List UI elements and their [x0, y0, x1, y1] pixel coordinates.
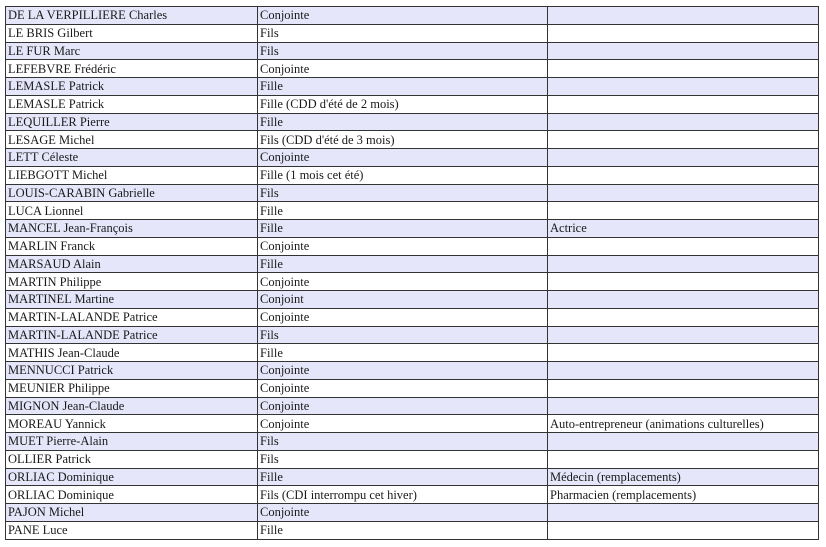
name-cell: MARTIN-LALANDE Patrice: [6, 308, 258, 326]
activity-cell: [548, 521, 819, 539]
activity-cell: Auto-entrepreneur (animations culturelles): [548, 415, 819, 433]
name-cell: LIEBGOTT Michel: [6, 166, 258, 184]
relation-cell: Conjointe: [258, 273, 548, 291]
table-row: [6, 42, 819, 60]
relation-cell: Fille: [258, 255, 548, 273]
table-row: [6, 131, 819, 149]
relation-cell: Conjointe: [258, 415, 548, 433]
name-cell: MANCEL Jean-François: [6, 220, 258, 238]
relation-cell: Fille: [258, 521, 548, 539]
table-row: [6, 397, 819, 415]
table-row: [6, 362, 819, 380]
table-row: [6, 468, 819, 486]
name-cell: LOUIS-CARABIN Gabrielle: [6, 184, 258, 202]
name-cell: MEUNIER Philippe: [6, 379, 258, 397]
table-row: [6, 95, 819, 113]
relation-cell: Fils: [258, 24, 548, 42]
activity-cell: [548, 7, 819, 25]
activity-cell: [548, 362, 819, 380]
table-row: [6, 184, 819, 202]
table-row: [6, 78, 819, 96]
activity-cell: [548, 504, 819, 522]
relation-cell: Fille: [258, 113, 548, 131]
relation-cell: Conjointe: [258, 379, 548, 397]
table-row: [6, 486, 819, 504]
name-cell: MARSAUD Alain: [6, 255, 258, 273]
relation-cell: Fille (CDD d'été de 2 mois): [258, 95, 548, 113]
activity-cell: [548, 202, 819, 220]
name-cell: LETT Céleste: [6, 149, 258, 167]
relation-cell: Fils: [258, 42, 548, 60]
name-cell: ORLIAC Dominique: [6, 486, 258, 504]
name-cell: LESAGE Michel: [6, 131, 258, 149]
relation-cell: Conjointe: [258, 60, 548, 78]
name-cell: LUCA Lionnel: [6, 202, 258, 220]
name-cell: LE FUR Marc: [6, 42, 258, 60]
name-cell: MARTIN Philippe: [6, 273, 258, 291]
table-row: [6, 166, 819, 184]
name-cell: MARTIN-LALANDE Patrice: [6, 326, 258, 344]
table-row: [6, 521, 819, 539]
table-row: [6, 255, 819, 273]
relation-cell: Conjointe: [258, 362, 548, 380]
activity-cell: [548, 379, 819, 397]
table-row: [6, 326, 819, 344]
relation-cell: Fils: [258, 326, 548, 344]
activity-cell: [548, 149, 819, 167]
name-cell: MATHIS Jean-Claude: [6, 344, 258, 362]
name-cell: ORLIAC Dominique: [6, 468, 258, 486]
activity-cell: [548, 60, 819, 78]
table-row: [6, 60, 819, 78]
relation-cell: Fils (CDI interrompu cet hiver): [258, 486, 548, 504]
table-row: [6, 344, 819, 362]
table-row: [6, 220, 819, 238]
relation-cell: Conjointe: [258, 149, 548, 167]
activity-cell: [548, 326, 819, 344]
name-cell: PANE Luce: [6, 521, 258, 539]
name-cell: OLLIER Patrick: [6, 450, 258, 468]
activity-cell: [548, 237, 819, 255]
relation-cell: Fille: [258, 344, 548, 362]
name-cell: LEFEBVRE Frédéric: [6, 60, 258, 78]
activity-cell: [548, 291, 819, 309]
table-row: [6, 415, 819, 433]
activity-cell: [548, 184, 819, 202]
table-row: [6, 450, 819, 468]
name-cell: LE BRIS Gilbert: [6, 24, 258, 42]
relation-cell: Conjointe: [258, 504, 548, 522]
name-cell: MARTINEL Martine: [6, 291, 258, 309]
activity-cell: [548, 273, 819, 291]
table-row: [6, 24, 819, 42]
activity-cell: [548, 166, 819, 184]
activity-cell: [548, 308, 819, 326]
table-row: [6, 149, 819, 167]
table-row: [6, 308, 819, 326]
relation-cell: Fils (CDD d'été de 3 mois): [258, 131, 548, 149]
activity-cell: Actrice: [548, 220, 819, 238]
activity-cell: [548, 344, 819, 362]
activity-cell: Pharmacien (remplacements): [548, 486, 819, 504]
relation-cell: Fille: [258, 78, 548, 96]
data-table: [5, 6, 819, 540]
relation-cell: Conjointe: [258, 237, 548, 255]
relation-cell: Fille: [258, 468, 548, 486]
activity-cell: [548, 450, 819, 468]
name-cell: MIGNON Jean-Claude: [6, 397, 258, 415]
name-cell: MUET Pierre-Alain: [6, 433, 258, 451]
table-row: [6, 291, 819, 309]
activity-cell: [548, 78, 819, 96]
activity-cell: [548, 113, 819, 131]
relation-cell: Fils: [258, 433, 548, 451]
table-row: [6, 237, 819, 255]
activity-cell: [548, 42, 819, 60]
relation-cell: Conjoint: [258, 291, 548, 309]
activity-cell: [548, 255, 819, 273]
table-row: [6, 113, 819, 131]
activity-cell: Médecin (remplacements): [548, 468, 819, 486]
activity-cell: [548, 397, 819, 415]
name-cell: LEMASLE Patrick: [6, 95, 258, 113]
table-row: [6, 7, 819, 25]
table-row: [6, 433, 819, 451]
relation-cell: Fille: [258, 220, 548, 238]
name-cell: PAJON Michel: [6, 504, 258, 522]
activity-cell: [548, 24, 819, 42]
name-cell: MOREAU Yannick: [6, 415, 258, 433]
relation-cell: Fils: [258, 184, 548, 202]
table-body: [6, 7, 819, 540]
name-cell: LEMASLE Patrick: [6, 78, 258, 96]
activity-cell: [548, 131, 819, 149]
table-row: [6, 202, 819, 220]
activity-cell: [548, 95, 819, 113]
name-cell: DE LA VERPILLIERE Charles: [6, 7, 258, 25]
name-cell: MARLIN Franck: [6, 237, 258, 255]
relation-cell: Conjointe: [258, 7, 548, 25]
relation-cell: Fille: [258, 202, 548, 220]
table-row: [6, 379, 819, 397]
name-cell: LEQUILLER Pierre: [6, 113, 258, 131]
relation-cell: Conjointe: [258, 308, 548, 326]
name-cell: MENNUCCI Patrick: [6, 362, 258, 380]
relation-cell: Fils: [258, 450, 548, 468]
table-row: [6, 273, 819, 291]
table-row: [6, 504, 819, 522]
relation-cell: Fille (1 mois cet été): [258, 166, 548, 184]
activity-cell: [548, 433, 819, 451]
relation-cell: Conjointe: [258, 397, 548, 415]
